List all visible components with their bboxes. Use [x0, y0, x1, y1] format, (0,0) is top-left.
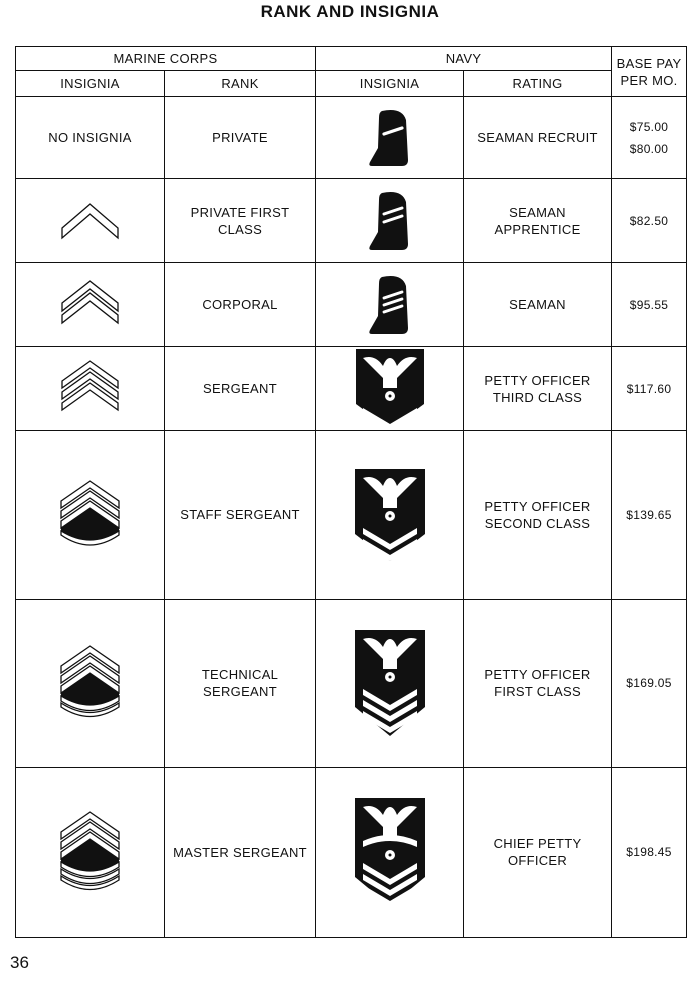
table-row [16, 347, 687, 431]
rank-label: PRIVATE [212, 130, 268, 146]
pay-value: $95.55 [629, 297, 669, 312]
two-chevron-icon [60, 279, 120, 331]
rating-cell [464, 97, 612, 179]
base-pay-header: BASE PAY PER MO. [612, 47, 687, 97]
page-title: RANK AND INSIGNIA [260, 2, 440, 21]
rating-label: SEAMAN APPRENTICE [494, 204, 581, 237]
rating-label: SEAMAN RECRUIT [477, 130, 598, 146]
rank-cell [165, 263, 316, 347]
table-row [16, 263, 687, 347]
pay-value: $80.00 [629, 141, 669, 156]
navy-insignia-cell [316, 431, 464, 599]
two-stripe-icon [368, 190, 412, 252]
pay-cell [612, 431, 687, 599]
no-insignia-label: NO INSIGNIA [48, 130, 132, 146]
rank-insignia-table [15, 46, 687, 938]
pay-value: $75.00 [629, 119, 669, 134]
rank-cell [165, 347, 316, 431]
pay-value: $117.60 [626, 381, 672, 396]
three-chevron-three-rocker-icon [59, 810, 121, 894]
rating-label: SEAMAN [509, 297, 566, 313]
marine-corps-header: MARINE CORPS [16, 47, 316, 71]
navy-insignia-cell [316, 179, 464, 263]
marine-insignia-cell [16, 263, 165, 347]
table-row [16, 767, 687, 937]
three-chevron-icon [60, 359, 120, 419]
three-stripe-icon [368, 274, 412, 336]
rating-label: PETTY OFFICER SECOND CLASS [484, 498, 591, 531]
pay-cell [612, 97, 687, 179]
eagle-one-chevron-icon [355, 348, 425, 430]
table-header-group-row [16, 47, 687, 71]
rank-label: SERGEANT [203, 381, 277, 397]
rating-cell [464, 767, 612, 937]
marine-insignia-cell [16, 97, 165, 179]
navy-insignia-cell [316, 263, 464, 347]
pay-value: $139.65 [626, 507, 672, 522]
navy-insignia-cell [316, 97, 464, 179]
rank-cell [165, 97, 316, 179]
navy-header: NAVY [316, 47, 612, 71]
rank-label: MASTER SERGEANT [173, 844, 307, 860]
marine-insignia-cell [16, 767, 165, 937]
one-chevron-icon [60, 198, 120, 244]
pay-value: $82.50 [629, 213, 669, 228]
navy-insignia-cell [316, 767, 464, 937]
rating-cell [464, 599, 612, 767]
seaman-recruit-stripe-icon [368, 108, 412, 168]
pay-value: $198.45 [626, 845, 672, 860]
marine-insignia-cell [16, 179, 165, 263]
marine-insignia-cell [16, 599, 165, 767]
pay-cell [612, 347, 687, 431]
rank-cell [165, 599, 316, 767]
rating-cell [464, 347, 612, 431]
rating-label: PETTY OFFICER THIRD CLASS [484, 372, 591, 405]
marine-insignia-cell [16, 347, 165, 431]
pay-cell [612, 179, 687, 263]
marine-insignia-cell [16, 431, 165, 599]
marine-insignia-header: INSIGNIA [16, 71, 165, 97]
rank-cell [165, 431, 316, 599]
eagle-chief-arc-icon [354, 797, 426, 907]
navy-insignia-header: INSIGNIA [316, 71, 464, 97]
pay-cell [612, 263, 687, 347]
rank-cell [165, 767, 316, 937]
rating-label: CHIEF PETTY OFFICER [493, 836, 582, 869]
pay-cell [612, 767, 687, 937]
three-chevron-two-rocker-icon [59, 644, 121, 722]
page-number: 36 [10, 953, 29, 972]
rank-label: CORPORAL [202, 297, 278, 313]
navy-insignia-cell [316, 599, 464, 767]
rank-label: TECHNICAL SERGEANT [201, 667, 279, 700]
eagle-three-chevron-icon [354, 629, 426, 737]
table-row [16, 599, 687, 767]
pay-value: $169.05 [626, 676, 672, 691]
table-header-row [16, 71, 687, 97]
navy-insignia-cell [316, 347, 464, 431]
table-row [16, 179, 687, 263]
rank-label: STAFF SERGEANT [180, 507, 300, 523]
rating-cell [464, 179, 612, 263]
rank-label: PRIVATE FIRST CLASS [190, 204, 290, 237]
pay-cell [612, 599, 687, 767]
rank-cell [165, 179, 316, 263]
rank-header: RANK [165, 71, 316, 97]
rating-label: PETTY OFFICER FIRST CLASS [484, 667, 591, 700]
three-chevron-one-rocker-icon [59, 479, 121, 551]
table-row [16, 431, 687, 599]
rating-header: RATING [464, 71, 612, 97]
rating-cell [464, 263, 612, 347]
eagle-two-chevron-icon [354, 468, 426, 562]
rating-cell [464, 431, 612, 599]
table-row [16, 97, 687, 179]
